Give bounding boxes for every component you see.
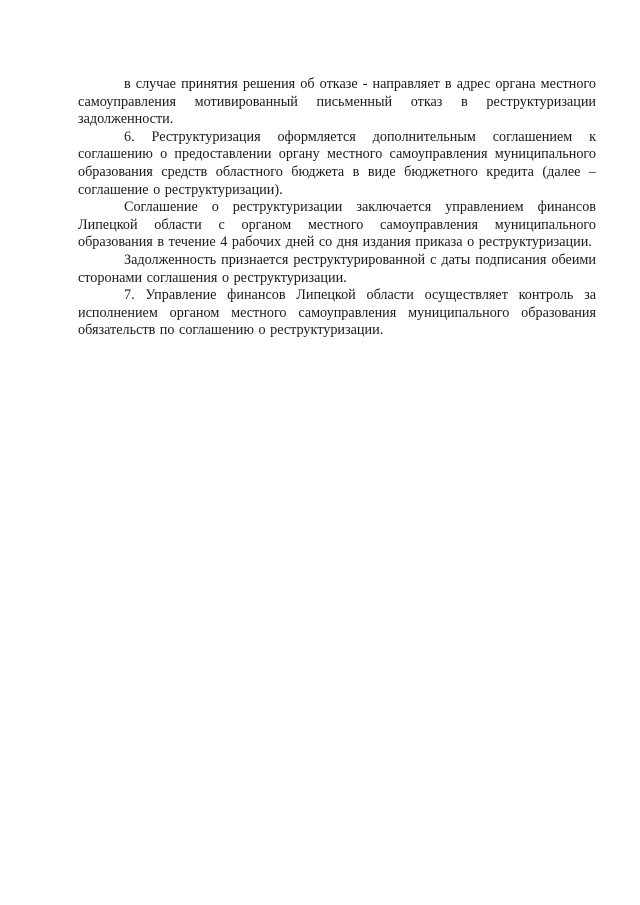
paragraph-agreement: Соглашение о реструктуризации заключается управлением финансов Липецкой области с органом местного самоуправления муниципального образования в течение 4 рабочих дней со дня издания приказа о реструктуризации. (78, 199, 596, 251)
paragraph-debt-restructured: Задолженность признается реструктурированной с даты подписания обеими сторонами соглашения о реструктуризации. (78, 251, 596, 286)
paragraph-item-6: 6. Реструктуризация оформляется дополнительным соглашением к соглашению о предоставлении органу местного самоуправления муниципального образования средств областного бюджета в виде бюджетного кредита (далее – соглашение о реструктуризации). (78, 128, 596, 198)
paragraph-item-7: 7. Управление финансов Липецкой области осуществляет контроль за исполнением органом местного самоуправления муниципального образования обязательств по соглашению о реструктуризации. (78, 287, 596, 339)
paragraph-refusal: в случае принятия решения об отказе - направляет в адрес органа местного самоуправления мотивированный письменный отказ в реструктуризации задолженности. (78, 76, 596, 128)
document-body (78, 76, 596, 340)
